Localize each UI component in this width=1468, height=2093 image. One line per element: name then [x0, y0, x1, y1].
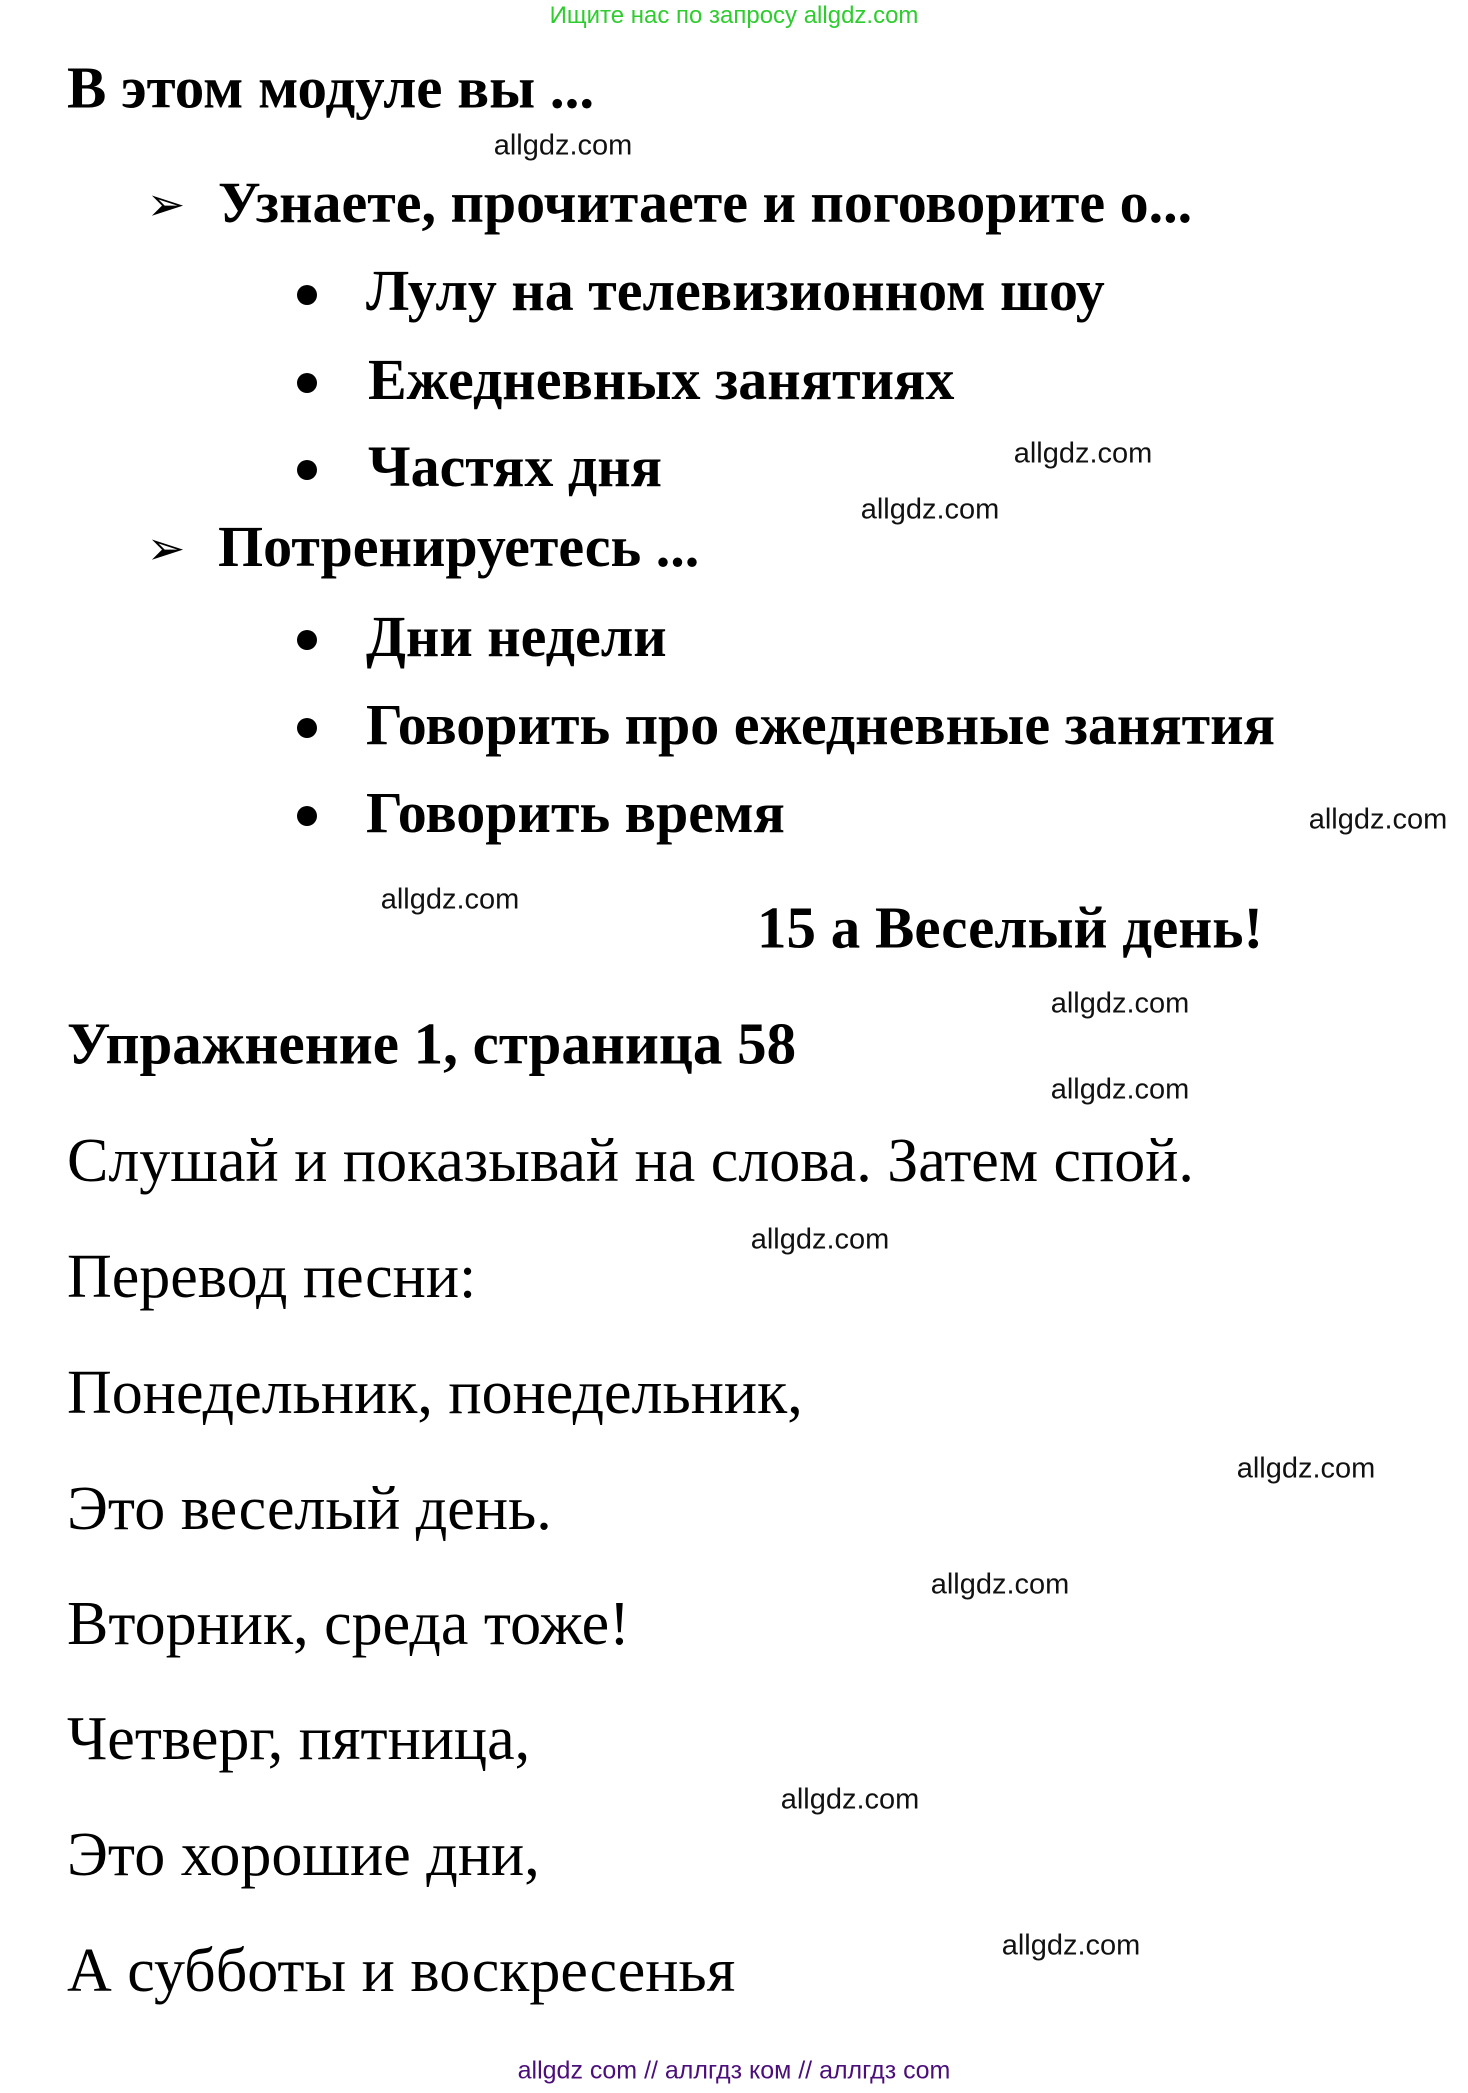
- module-title: В этом модуле вы ...: [67, 54, 595, 121]
- top-banner-link[interactable]: Ищите нас по запросу allgdz.com: [549, 2, 919, 29]
- song-line: А субботы и воскресенья: [67, 1937, 736, 2005]
- song-line: Понедельник, понедельник,: [67, 1359, 803, 1427]
- bullet-icon: [297, 285, 317, 305]
- list-item: Частях дня: [368, 434, 663, 499]
- watermark: allgdz.com: [380, 883, 520, 916]
- watermark: allgdz.com: [1050, 1073, 1190, 1106]
- watermark: allgdz.com: [1308, 803, 1448, 836]
- song-line: Вторник, среда тоже!: [67, 1590, 630, 1658]
- bullet-icon: [297, 373, 317, 393]
- list-item: Ежедневных занятиях: [368, 347, 955, 412]
- bullet-icon: [297, 806, 317, 826]
- footer-links[interactable]: allgdz com // аллгдз ком // аллгдз com: [517, 2056, 951, 2085]
- watermark: allgdz.com: [1236, 1452, 1376, 1485]
- watermark: allgdz.com: [860, 493, 1000, 526]
- exercise-title: Упражнение 1, страница 58: [67, 1010, 797, 1077]
- section-heading: Потренируетесь ...: [218, 514, 700, 579]
- bullet-icon: [297, 718, 317, 738]
- song-line: Это хорошие дни,: [67, 1821, 540, 1889]
- bullet-icon: [297, 460, 317, 480]
- translation-label: Перевод песни:: [67, 1243, 477, 1311]
- arrow-bullet-icon: ➢: [146, 523, 186, 574]
- watermark: allgdz.com: [1001, 1929, 1141, 1962]
- list-item: Говорить время: [366, 780, 785, 845]
- unit-title: 15 а Веселый день!: [757, 894, 1264, 961]
- watermark: allgdz.com: [780, 1783, 920, 1816]
- watermark: allgdz.com: [1050, 987, 1190, 1020]
- watermark: allgdz.com: [493, 129, 633, 162]
- section-heading: Узнаете, прочитаете и поговорите о...: [218, 170, 1193, 235]
- list-item: Говорить про ежедневные занятия: [366, 692, 1275, 757]
- song-line: Четверг, пятница,: [67, 1705, 531, 1773]
- arrow-bullet-icon: ➢: [146, 179, 186, 230]
- watermark: allgdz.com: [750, 1223, 890, 1256]
- watermark: allgdz.com: [1013, 437, 1153, 470]
- bullet-icon: [297, 630, 317, 650]
- song-line: Это веселый день.: [67, 1475, 552, 1543]
- list-item: Дни недели: [366, 604, 667, 669]
- list-item: Лулу на телевизионном шоу: [366, 258, 1105, 323]
- exercise-instruction: Слушай и показывай на слова. Затем спой.: [67, 1127, 1194, 1195]
- watermark: allgdz.com: [930, 1568, 1070, 1601]
